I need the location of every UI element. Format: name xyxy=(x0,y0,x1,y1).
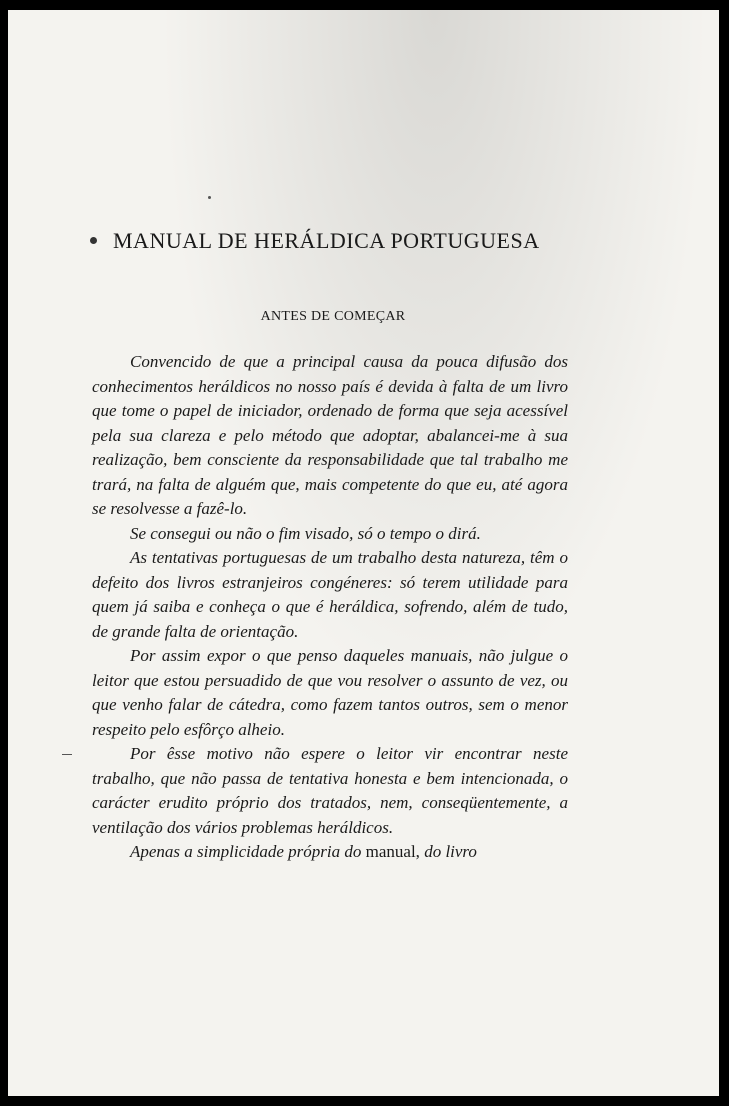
margin-dash-mark xyxy=(62,754,72,755)
body-text xyxy=(92,350,568,865)
scanned-page xyxy=(8,10,719,1096)
paragraph: As tentativas portuguesas de um trabalho desta natureza, têm o defeito dos livros estranjeiros congéneres: só terem utilidade para quem já saiba e conheça o que é heráldica, sofrendo, além de tudo, de grande falta de orientação. xyxy=(92,548,568,641)
text-run: do livro xyxy=(424,842,477,861)
speck-mark xyxy=(208,196,211,199)
roman-word: manual, xyxy=(365,842,420,861)
book-title xyxy=(90,228,540,254)
paragraph: Convencido de que a principal causa da pouca difusão dos conhecimentos heráldicos no nosso país é devida à falta de um livro que tome o papel de iniciador, ordenado de forma que seja acessível pela sua clareza e pelo método que adoptar, abalancei-me à sua realização, bem consciente da responsabilidade que tal trabalho me trará, na falta de alguém que, mais competente do que eu, até agora se resolvesse a fazê-lo. xyxy=(92,352,568,518)
paragraph-last xyxy=(92,840,568,865)
paragraph: Se consegui ou não o fim visado, só o tempo o dirá. xyxy=(130,523,481,543)
paragraph: Por assim expor o que penso daqueles manuais, não julgue o leitor que estou persuadido de que vou resolver o assunto de vez, ou que venho falar de cátedra, como fazem tantos outros, sem o menor respeito pelo esfôrço alheio. xyxy=(92,646,568,739)
bullet-icon xyxy=(90,237,97,244)
paragraph: Por êsse motivo não espere o leitor vir encontrar neste trabalho, que não passa de tentativa honesta e bem intencionada, o carácter erudito próprio dos tratados, nem, conseqüentemente, a ventilação dos vários problemas heráldicos. xyxy=(92,744,568,837)
text-run: Apenas a simplicidade própria do xyxy=(130,842,362,861)
section-heading: ANTES DE COMEÇAR xyxy=(260,309,406,324)
book-title-text: MANUAL DE HERÁLDICA PORTUGUESA xyxy=(113,228,540,253)
